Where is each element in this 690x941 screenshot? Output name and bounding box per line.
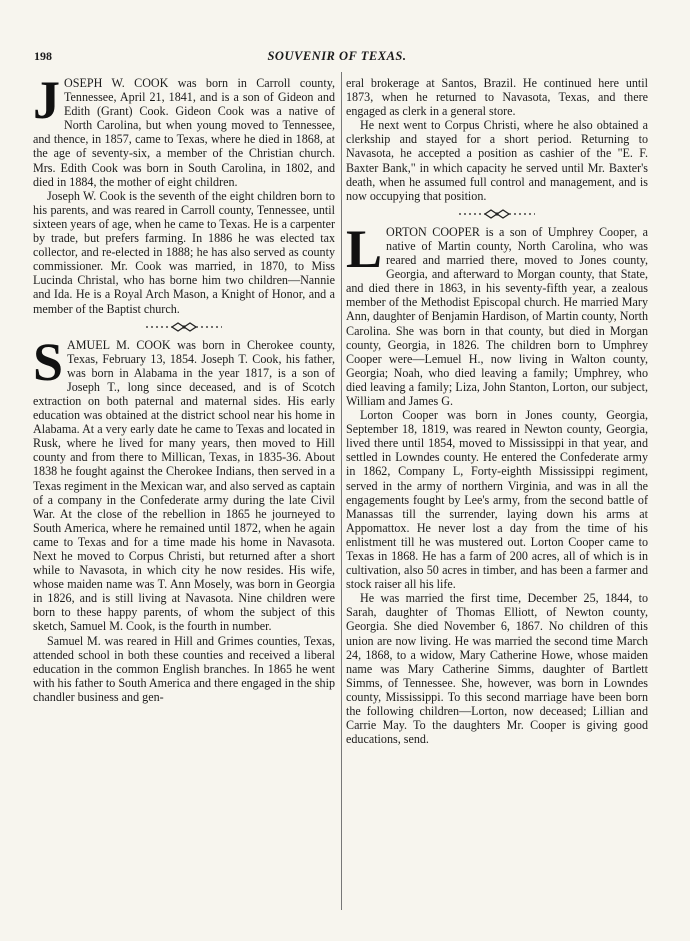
drop-cap: S bbox=[33, 331, 64, 392]
paragraph: AMUEL M. COOK was born in Cherokee county, Texas, February 13, 1854. Joseph T. Cook, his father, was born in Alabama in the year 1817, is a son of Joseph T., long since deceased, and is of Scotch extraction on both paternal and maternal sides. His early education was obtained at the district school near his home in Alabama. At a very early date he came to Texas and located in Rusk, where he lived for many years, then moved to Hill county and from there to Millican, Texas, in 1835-36. About 1838 he fought against the Cherokee Indians, then served in a Texas regiment in the Mexican war, and also served as captain of a company in the Confederate army during the late Civil War. At the close of the rebellion in 1865 he journeyed to South America, where he remained until 1872, when he again came to Texas and for a time made his home in Navasota. Next he moved to Corpus Christi, but returned after a short while to Navasota, in which city he now resides. His wife, whose maiden name was T. Ann Mosely, was born in Georgia in 1826, and is still living at Navasota. Nine children were born to these happy parents, of whom the subject of this sketch, Samuel M. Cook, is the fourth in number. bbox=[33, 337, 335, 634]
paragraph: Samuel M. was reared in Hill and Grimes counties, Texas, attended school in both these counties and received a liberal education in the common English branches. In 1865 he went with his father to South America and there engaged in the ship chandler business and gen- bbox=[33, 633, 335, 704]
ornament-icon bbox=[144, 321, 224, 333]
ornament-divider bbox=[346, 203, 648, 225]
paragraph: Joseph W. Cook is the seventh of the eight children born to his parents, and was reared in Carroll county, Tennessee, until sixteen years of age, when he came to Texas. He is a carpenter by trade, but prefers farming. In 1886 he was elected tax collector, and re-elected in 1888; he has also served as county commissioner. Mr. Cook was married, in 1870, to Miss Lucinda Christal, who has borne him two children—Nannie and Ida. He is a Royal Arch Mason, a Knight of Honor, and a member of the Baptist church. bbox=[33, 188, 335, 316]
ornament-icon bbox=[457, 208, 537, 220]
drop-cap: J bbox=[33, 70, 60, 130]
paragraph: He was married the first time, December 25, 1844, to Sarah, daughter of Thomas Elliott, of Newton county, Georgia. She died November 6, 1867. No children of this union are now living. He was married the second time March 24, 1868, to a widow, Mary Catherine Howe, whose maiden name was Mary Catherine Simms, daughter of Bartlett Simms, of Tennessee. She, however, was born in Lowndes county, Mississippi. To this second marriage have been born the following children—Lorton, now deceased; Lillian and Carrie May. To the daughters Mr. Cooper is giving good educations, send. bbox=[346, 591, 648, 747]
entry-joseph-cook bbox=[33, 70, 335, 316]
running-head: SOUVENIR OF TEXAS. bbox=[267, 49, 407, 63]
paragraph: ORTON COOPER is a son of Umphrey Cooper, a native of Martin county, North Carolina, who was reared and married there, moved to Jones county, Georgia, and afterward to Morgan county, that State, and died there in 1863, in his seventy-fifth year, a zealous member of the Methodist Episcopal church. He married Mary Ann, daughter of Benjamin Hardison, of Martin county, North Carolina. She was born in that county, but died in Morgan county, Georgia, in 1826. The children born to Umphrey Cooper were—Lemuel H., now living in Walton county, Georgia; Noah, who died leaving a family; Umphrey, who died leaving a family; Liza, John Stanton, Lorton, our subject, William and James G. bbox=[346, 224, 648, 408]
entry-samuel-cook-continued bbox=[346, 76, 648, 203]
right-column bbox=[346, 76, 648, 746]
entry-samuel-cook bbox=[33, 331, 335, 704]
page-header bbox=[34, 49, 640, 67]
left-column bbox=[33, 70, 335, 704]
drop-cap: L bbox=[346, 218, 383, 279]
ornament-divider bbox=[33, 316, 335, 338]
entry-lorton-cooper bbox=[346, 218, 648, 747]
paragraph: Lorton Cooper was born in Jones county, Georgia, September 18, 1819, was reared in Newton county, Georgia, lived there until 1854, moved to Mississippi in that year, and settled in Lowndes county. He entered the Confederate army in 1862, Company L, Forty-eighth Mississippi regiment, served in the army of northern Virginia, and was in all the engagements fought by Lee's army, from the second battle of Manassas till the surrender, laying down his arms at Appomattox. He never lost a day from the time of his enlistment till he was mustered out. Lorton Cooper came to Texas in 1868. He has a farm of 200 acres, all of which is in cultivation, also 50 acres in timber, and has been a farmer and stock raiser all his life. bbox=[346, 408, 648, 592]
paragraph: eral brokerage at Santos, Brazil. He continued here until 1873, when he returned to Navasota, Texas, and there engaged as clerk in a general store. bbox=[346, 76, 648, 119]
paragraph: He next went to Corpus Christi, where he also obtained a clerkship and stayed for a short period. Returning to Navasota, he accepted a position as cashier of the "E. F. Baxter Bank," in which capacity he served until Mr. Baxter's death, when he assumed full control and management, and is now occupying that position. bbox=[346, 118, 648, 203]
paragraph: OSEPH W. COOK was born in Carroll county, Tennessee, April 21, 1841, and is a son of Gideon and Edith (Grant) Cook. Gideon Cook was a native of North Carolina, but when young moved to Tennessee, and thence, in 1857, came to Texas, where he died in 1868, at the age of seventy-six, a member of the Christian church. Mrs. Edith Cook was born in South Carolina, in 1802, and died in 1884, the mother of eight children. bbox=[33, 76, 335, 189]
page-number: 198 bbox=[34, 49, 52, 63]
column-rule bbox=[341, 72, 342, 910]
